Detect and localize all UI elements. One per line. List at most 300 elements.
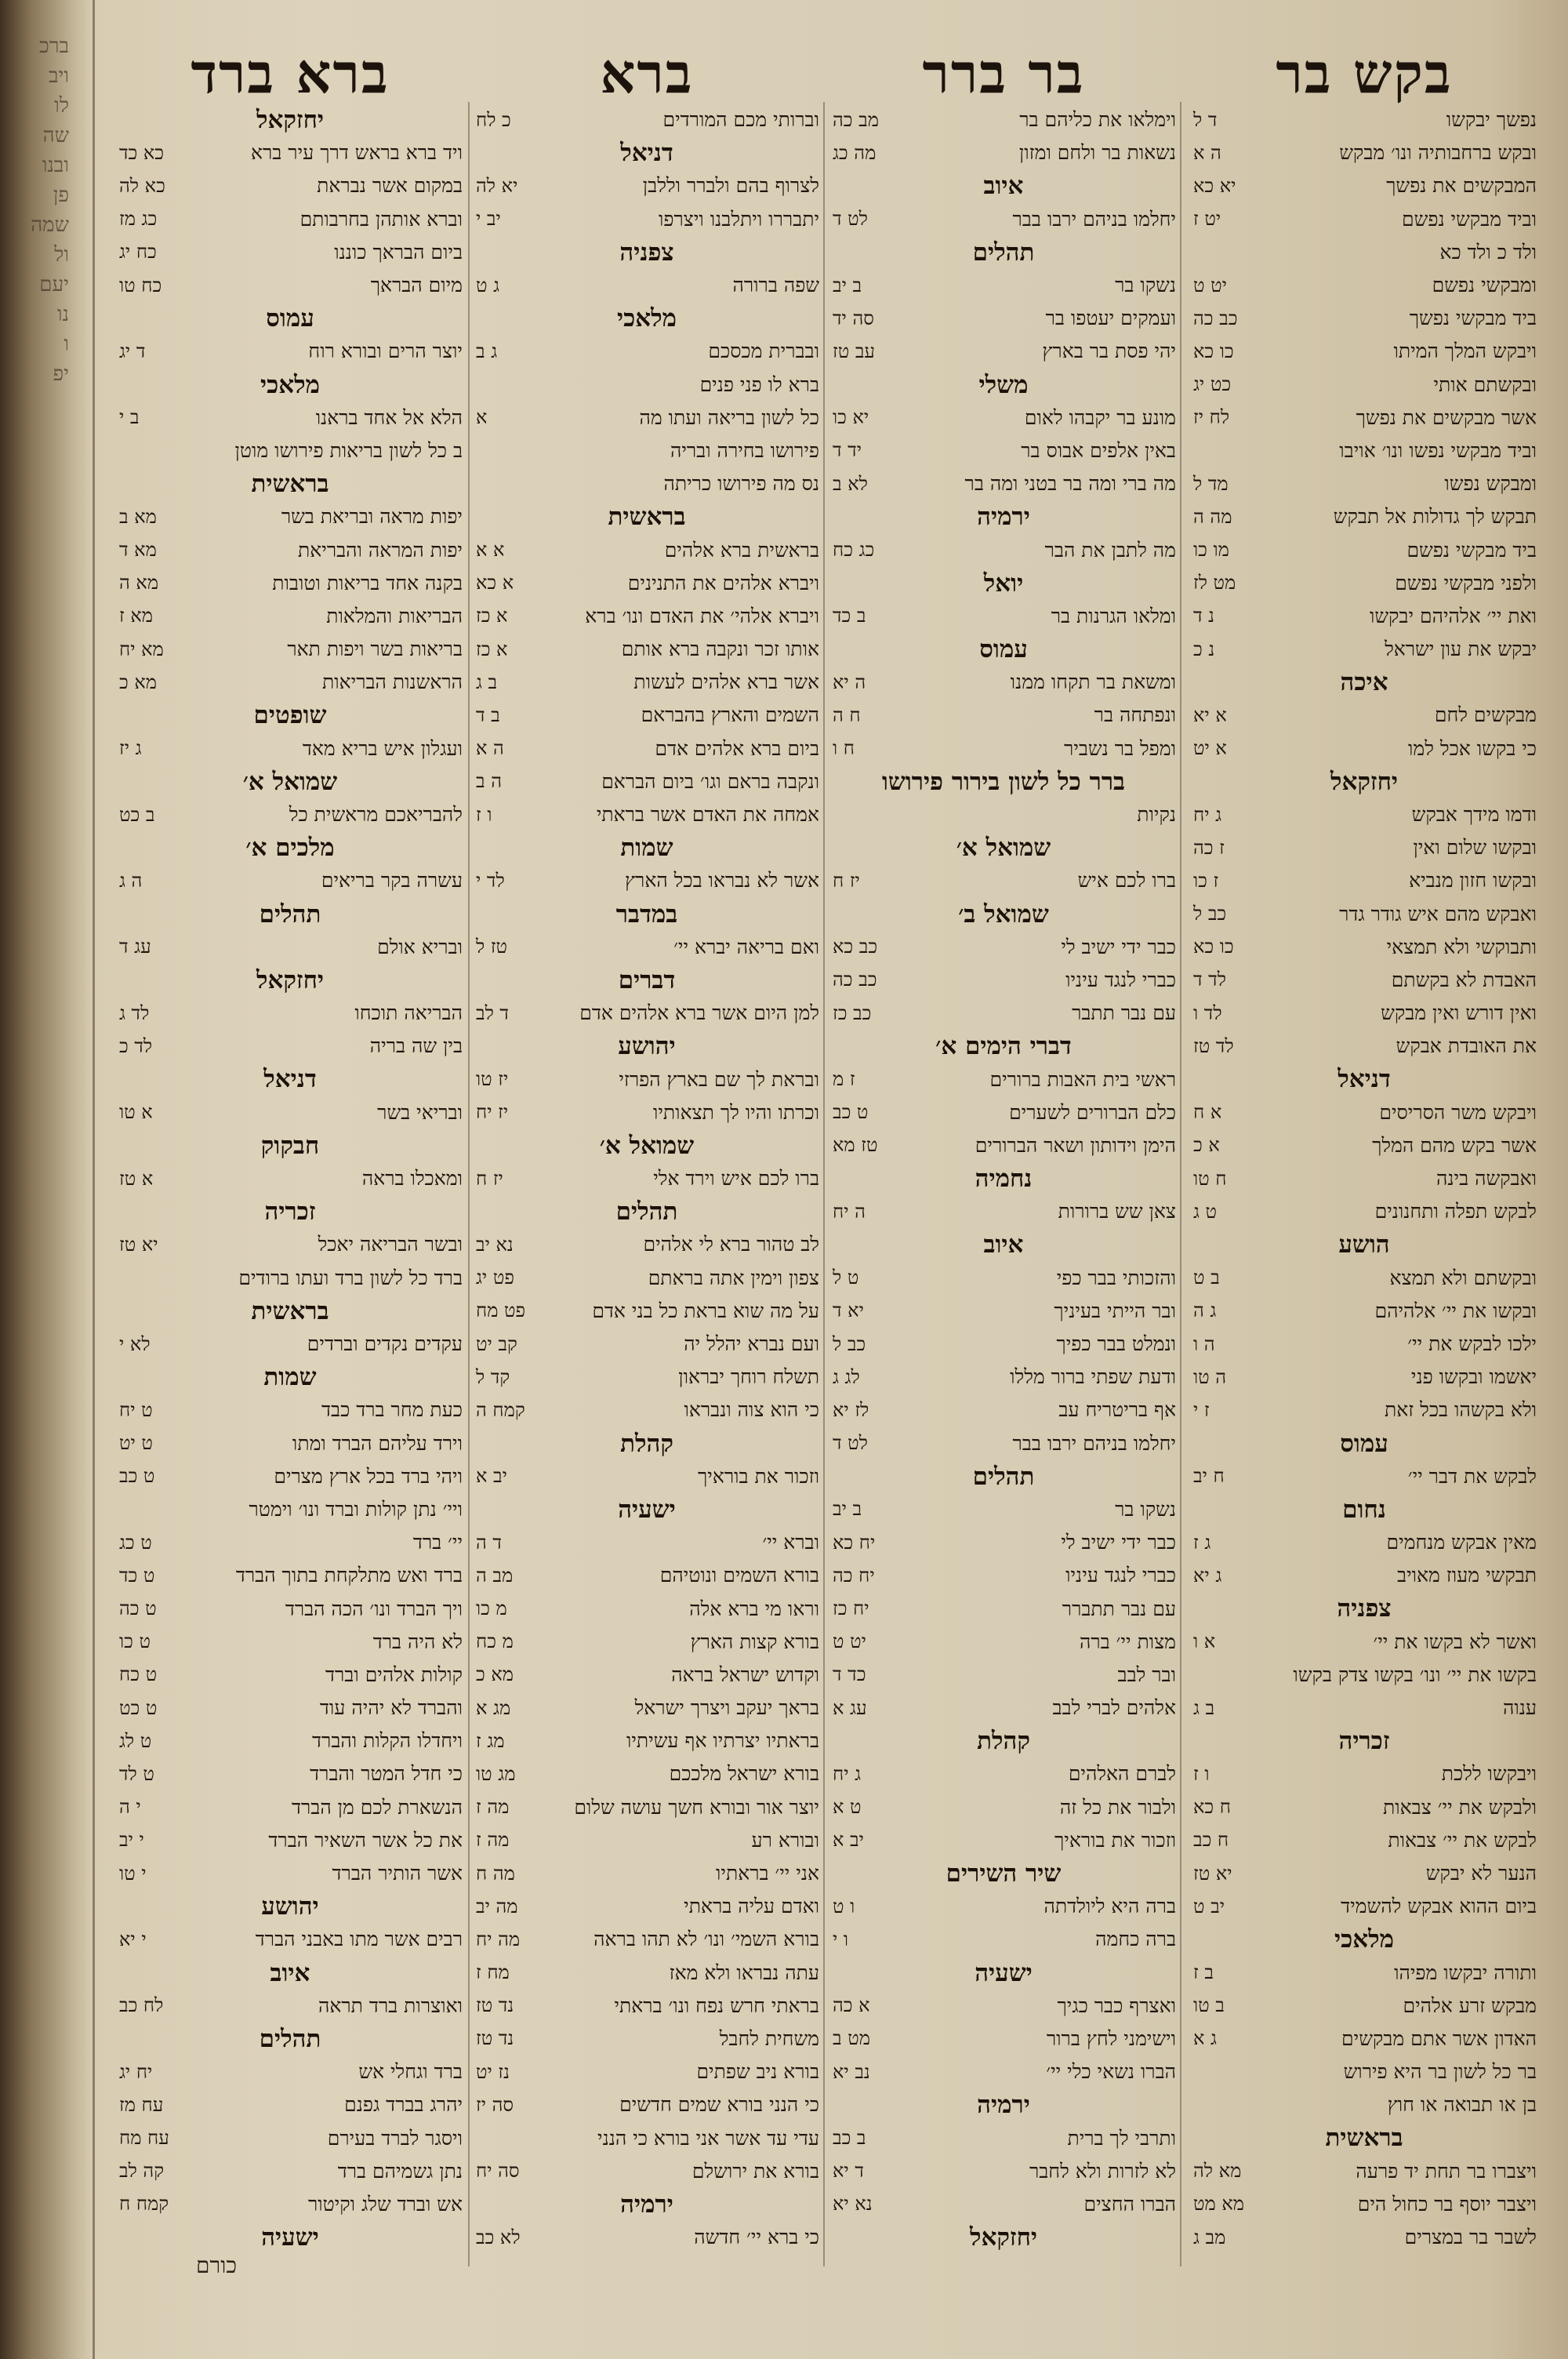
entry-text: ברד כל לשון ברד ועתו ברודים <box>238 1266 463 1289</box>
entry-reference: א <box>476 406 488 429</box>
entry-text: אש וברד שלג וקיטור <box>307 2192 463 2215</box>
entry-text: ולא בקשהו בכל זאת <box>1384 1398 1537 1422</box>
entry-text: ואין דורש ואין מבקש <box>1381 1001 1537 1025</box>
entry-text: ועגלון איש בריא מאד <box>302 736 463 760</box>
entry-reference: פט מח <box>476 1299 526 1322</box>
concordance-entry <box>474 1460 819 1493</box>
concordance-entry <box>831 1692 1176 1725</box>
entry-text: ביום ההוא אבקש להשמיד <box>1341 1895 1537 1918</box>
entry-text: לברם האלהים <box>1068 1762 1176 1786</box>
column-header: ברא <box>600 41 694 106</box>
concordance-entry <box>1192 1162 1537 1195</box>
entry-reference: ד יג <box>119 340 146 362</box>
entry-text: אני יי׳ בראתיו <box>716 1862 819 1885</box>
entry-text: ותבוקשי ולא תמצאי <box>1386 935 1537 958</box>
entry-reference: א טו <box>119 1101 153 1124</box>
concordance-entry <box>118 402 463 434</box>
entry-text: ותורה יבקשו מפיהו <box>1394 1961 1537 1984</box>
entry-text: בורא ישראל מלככם <box>669 1762 819 1786</box>
entry-text: ומלאו הגרנות בר <box>1051 604 1176 627</box>
entry-reference: מא לה <box>1193 2160 1242 2183</box>
entry-text: ואבקש מהם איש גודר גדר <box>1339 902 1537 925</box>
concordance-entry <box>118 567 463 600</box>
book-heading: עמוס <box>1340 1429 1388 1458</box>
column-3 <box>474 0 819 2359</box>
entry-reference: מ כח <box>476 1630 514 1653</box>
entry-reference: כח טו <box>119 274 162 296</box>
entry-reference: כ לח <box>476 108 511 131</box>
column-1 <box>1192 0 1537 2359</box>
entry-text: הראשנות הבריאות <box>322 671 463 694</box>
concordance-entry <box>118 2188 463 2221</box>
entry-text: ברה היא ליולדתה <box>1044 1895 1176 1918</box>
entry-text: נשאות בר ולחם ומזון <box>1018 141 1176 165</box>
entry-reference: ו י <box>833 1928 849 1950</box>
concordance-entry <box>118 1626 463 1659</box>
entry-text: למן היום אשר ברא אלהים אדם <box>579 1001 819 1025</box>
entry-text: כעת מחר ברד כבד <box>321 1398 463 1422</box>
entry-text: לא לזרות ולא לחבר <box>1029 2159 1176 2183</box>
entry-text: בראשית ברא אלהים <box>664 538 819 562</box>
entry-reference: ד לב <box>476 1001 509 1024</box>
entry-reference: נז יט <box>476 2060 510 2083</box>
concordance-entry <box>831 1757 1176 1790</box>
concordance-entry <box>831 104 1176 136</box>
entry-text: יוצר הרים ובורא רוח <box>308 340 463 363</box>
entry-text: השמים והארץ בהבראם <box>641 703 819 727</box>
entry-reference: ג ט <box>476 274 500 296</box>
entry-text: לבקש את דבר יי׳ <box>1407 1464 1537 1488</box>
concordance-entry <box>474 2221 819 2254</box>
concordance-entry <box>118 335 463 368</box>
entry-reference: יא ד <box>833 1299 864 1322</box>
entry-text: אף בריטריח עב <box>1058 1398 1176 1422</box>
entry-text: יפות המראה והבריאת <box>298 538 463 562</box>
entry-text: בראתיו יצרתיו אף עשיתיו <box>626 1729 819 1753</box>
concordance-entry <box>831 1063 1176 1096</box>
book-heading: שמואל א׳ <box>242 767 338 796</box>
entry-text: ובריא אולם <box>377 935 463 958</box>
book-heading: בראשית <box>251 470 329 499</box>
book-heading: עמוס <box>979 635 1028 663</box>
concordance-entry <box>831 1493 1176 1526</box>
entry-text: והזכותי בבר כפי <box>1056 1266 1176 1289</box>
concordance-entry <box>1192 269 1537 302</box>
concordance-entry <box>831 1824 1176 1857</box>
entry-text: אשר בקש מהם המלך <box>1372 1133 1537 1157</box>
entry-text: תבקשי מעוז מאויב <box>1397 1564 1537 1587</box>
entry-reference: ה ב <box>476 770 502 793</box>
entry-reference: כב ל <box>1193 903 1227 925</box>
concordance-entry <box>118 2055 463 2088</box>
entry-reference: פט יג <box>476 1267 514 1289</box>
concordance-entry <box>831 269 1176 302</box>
concordance-entry <box>474 169 819 202</box>
entry-reference: יב י <box>476 208 501 231</box>
concordance-entry <box>831 136 1176 169</box>
entry-reference: לד כ <box>119 1034 153 1057</box>
entry-text: וראו מי ברא אלה <box>689 1597 819 1620</box>
entry-reference: לד ו <box>1193 1001 1222 1024</box>
entry-reference: קה לב <box>119 2160 165 2183</box>
concordance-entry <box>474 1990 819 2023</box>
entry-text: ובקשו חזון מנביא <box>1409 869 1537 892</box>
entry-reference: מח ז <box>476 1961 510 1984</box>
entry-reference: מג א <box>476 1696 511 1719</box>
spine-fragment-text <box>6 31 69 389</box>
book-heading: חבקוק <box>260 1131 320 1160</box>
entry-text: וזכור את בוראיך <box>698 1464 819 1488</box>
column-2 <box>831 0 1176 2359</box>
entry-reference: א כז <box>476 638 508 660</box>
concordance-entry <box>474 1824 819 1857</box>
entry-text: את כל אשר השאיר הברד <box>268 1828 463 1852</box>
entry-text: ברה כחמה <box>1095 1928 1176 1951</box>
entry-text: ובקשתם ולא תמצא <box>1389 1266 1537 1289</box>
concordance-entry <box>474 1626 819 1659</box>
entry-text: להבריאכם מראשית כל <box>289 803 463 827</box>
book-heading: ירמיה <box>620 2190 673 2219</box>
entry-text: ואם בריאה יברא יי׳ <box>673 935 819 958</box>
column-divider <box>823 102 825 2266</box>
entry-text: הברו נשאי כלי יי׳ <box>1046 2060 1176 2084</box>
entry-reference: יט ז <box>1193 208 1221 231</box>
entry-reference: יח כה <box>833 1564 875 1587</box>
entry-text: נשקו בר <box>1115 274 1176 297</box>
concordance-entry <box>474 1791 819 1824</box>
entry-text: ולפני מבקשי נפשם <box>1395 571 1537 594</box>
book-heading: דניאל <box>1338 1065 1391 1094</box>
entry-reference: ג יא <box>1193 1564 1222 1587</box>
entry-reference: ב י <box>119 406 140 429</box>
entry-reference: ה ג <box>119 869 143 892</box>
entry-text: ונמלט בבר כפיך <box>1056 1332 1176 1356</box>
spine-word: ול <box>54 243 69 267</box>
entry-text: ואת יי׳ אלהיהם יבקשו <box>1369 604 1537 627</box>
entry-reference: ב ג <box>476 671 498 693</box>
concordance-entry <box>474 1096 819 1129</box>
entry-reference: י יא <box>119 1928 147 1950</box>
concordance-entry <box>118 666 463 699</box>
entry-text: ויסגר לברד בעירם <box>327 2126 463 2150</box>
concordance-entry <box>474 1295 819 1328</box>
entry-text: ויצברו בר תחת יד פרעה <box>1356 2159 1537 2183</box>
entry-text: הנשארת לכם מן הברד <box>291 1795 463 1819</box>
entry-text: ביום ברא אלהים אדם <box>655 736 819 760</box>
entry-reference: ב ג <box>1193 1696 1215 1719</box>
entry-text: ולבור את כל זה <box>1059 1795 1176 1819</box>
entry-text: כי הוא צוה ונבראו <box>684 1398 819 1422</box>
entry-reference: כא כד <box>119 141 165 164</box>
entry-reference: יט ט <box>1193 274 1227 296</box>
entry-text: ובקשתם אותי <box>1433 373 1537 396</box>
entry-reference: א כא <box>476 572 514 594</box>
entry-reference: יד ד <box>833 439 862 462</box>
concordance-entry <box>474 1262 819 1295</box>
entry-reference: ט כו <box>119 1630 151 1653</box>
concordance-entry <box>118 533 463 566</box>
entry-reference: יא כא <box>1193 174 1236 197</box>
concordance-entry <box>831 1592 1176 1625</box>
entry-reference: ז י <box>1193 1398 1210 1421</box>
concordance-entry <box>474 1692 819 1725</box>
entry-reference: ט ג <box>1193 1200 1218 1223</box>
column-entries <box>474 104 819 2254</box>
entry-text: אשר ברא אלהים לעשות <box>633 671 819 694</box>
entry-text: ויבקש משר הסריסים <box>1379 1100 1537 1124</box>
entry-reference: ט כח <box>119 1663 158 1686</box>
concordance-entry <box>474 864 819 897</box>
entry-text: אשר מבקשים את נפשך <box>1356 405 1537 429</box>
book-heading: איוב <box>983 172 1024 201</box>
entry-text: נקיות <box>1137 803 1176 827</box>
entry-reference: ב טו <box>1193 1994 1225 2017</box>
concordance-entry <box>831 964 1176 997</box>
concordance-entry <box>474 1923 819 1956</box>
entry-text: ובורא רע <box>751 1828 819 1852</box>
entry-text: יתבררו ויתלבנו ויצרפו <box>659 207 819 231</box>
concordance-entry <box>474 402 819 434</box>
concordance-entry <box>474 1361 819 1394</box>
entry-text: ובקשו שלום ואין <box>1413 836 1537 860</box>
concordance-entry <box>1192 1957 1537 1990</box>
column-header: בר ברר <box>922 41 1085 106</box>
entry-text: כלם הברורים לשערים <box>1009 1100 1176 1124</box>
entry-reference: ח טו <box>1193 1167 1227 1190</box>
entry-reference: ט לד <box>119 1762 154 1785</box>
entry-text: ביום הבראך כוננו <box>334 240 463 264</box>
entry-text: אמחה את האדם אשר בראתי <box>596 803 819 827</box>
concordance-entry <box>1192 1394 1537 1427</box>
concordance-entry <box>474 369 819 402</box>
book-heading: נחום <box>1342 1495 1386 1524</box>
entry-text: מונע בר יקבהו לאום <box>1024 405 1176 429</box>
entry-reference: כד ד <box>833 1663 866 1686</box>
entry-text: עתה נבראו ולא מאז <box>669 1961 819 1984</box>
entry-reference: ג ז <box>1193 1531 1211 1554</box>
entry-text: אלהים לברי לבב <box>1052 1696 1176 1720</box>
book-heading: שמות <box>620 834 673 863</box>
entry-reference: א כז <box>476 605 508 627</box>
entry-reference: יא כו <box>833 406 869 429</box>
concordance-entry <box>118 1394 463 1427</box>
spine-word: יפ <box>53 362 69 386</box>
entry-reference: קב יט <box>476 1332 517 1355</box>
entry-text: עם נבר תתברר <box>1062 1597 1176 1620</box>
entry-reference: ה טו <box>1193 1365 1227 1388</box>
concordance-entry <box>1192 136 1537 169</box>
entry-reference: לא כב <box>476 2226 521 2248</box>
book-heading: צפניה <box>619 238 674 267</box>
entry-reference: י יב <box>119 1829 144 1852</box>
concordance-entry <box>831 732 1176 765</box>
entry-reference: ח כא <box>1193 1796 1231 1819</box>
entry-text: לא היה ברד <box>372 1630 463 1653</box>
concordance-entry <box>1192 2055 1537 2088</box>
entry-text: האדון אשר אתם מבקשים <box>1341 2026 1537 2050</box>
book-heading: ירמיה <box>977 2091 1030 2120</box>
concordance-entry <box>831 402 1176 434</box>
entry-text: מבקש זרע אלהים <box>1403 1994 1537 2017</box>
concordance-entry <box>831 1361 1176 1394</box>
entry-reference: א א <box>476 539 505 562</box>
entry-text: במקום אשר נבראת <box>317 174 463 198</box>
entry-text: והברד לא יהיה עוד <box>319 1696 463 1720</box>
concordance-entry <box>1192 567 1537 600</box>
entry-reference: כח יג <box>119 241 157 264</box>
concordance-entry <box>474 1328 819 1361</box>
entry-reference: סה יח <box>476 2160 520 2183</box>
entry-text: ומאכלו בראה <box>361 1167 463 1190</box>
entry-reference: טז ל <box>476 936 508 958</box>
entry-reference: סה יז <box>476 2093 514 2116</box>
entry-reference: כו כא <box>1193 936 1234 958</box>
concordance-entry <box>474 269 819 302</box>
entry-text: כל לשון בריאה ועתו מה <box>639 405 819 429</box>
entry-text: ביד מבקשי נפשך <box>1409 307 1537 330</box>
entry-reference: מט לז <box>1193 572 1236 594</box>
concordance-entry <box>474 1559 819 1592</box>
entry-reference: מא ד <box>119 539 157 562</box>
concordance-entry <box>1192 2221 1537 2254</box>
entry-reference: כג מז <box>119 208 158 231</box>
concordance-entry <box>1192 1990 1537 2023</box>
entry-reference: נ ד <box>1193 605 1214 627</box>
entry-text: פירושו בחירה ובריה <box>670 438 819 462</box>
book-heading: הושע <box>1338 1230 1390 1259</box>
book-heading: איוב <box>270 1958 310 1987</box>
concordance-entry <box>118 1526 463 1559</box>
column-entries <box>1192 104 1537 2254</box>
entry-text: אשר לא נבראו בכל הארץ <box>625 869 819 892</box>
concordance-entry <box>474 732 819 765</box>
concordance-entry <box>831 434 1176 467</box>
book-heading: בראשית <box>608 503 686 532</box>
concordance-entry <box>1192 1129 1537 1162</box>
entry-reference: ג יח <box>833 1762 862 1785</box>
entry-text: מצות יי׳ ברה <box>1079 1630 1176 1653</box>
concordance-entry <box>831 1526 1176 1559</box>
entry-text: וימלאו את כליהם בר <box>1019 108 1176 132</box>
entry-reference: לז יא <box>833 1398 869 1421</box>
entry-reference: לט ד <box>833 208 868 231</box>
entry-reference: מה ז <box>476 1796 510 1819</box>
concordance-entry <box>1192 203 1537 236</box>
concordance-entry <box>118 1328 463 1361</box>
entry-text: ובר לבב <box>1117 1663 1176 1686</box>
concordance-entry <box>118 1923 463 1956</box>
concordance-entry <box>831 467 1176 500</box>
entry-text: את האובדת אבקש <box>1396 1034 1537 1058</box>
entry-text: מאין אבקש מנחמים <box>1386 1531 1537 1554</box>
entry-text: ויבקשו ללכת <box>1441 1762 1537 1786</box>
concordance-entry <box>474 931 819 964</box>
entry-text: רבים אשר מתו באבני הברד <box>255 1928 463 1951</box>
concordance-entry <box>118 2155 463 2188</box>
concordance-entry <box>118 1427 463 1460</box>
concordance-entry <box>118 997 463 1030</box>
entry-reference: ח ה <box>833 703 861 726</box>
concordance-entry <box>1192 964 1537 997</box>
entry-reference: ה יא <box>833 671 866 693</box>
entry-text: יי׳ ברד <box>412 1531 463 1554</box>
book-heading: צפניה <box>1337 1594 1392 1623</box>
entry-reference: ה ו <box>1193 1332 1215 1355</box>
entry-reference: ח כב <box>1193 1829 1229 1852</box>
entry-text: ונקבה בראם וגו׳ ביום הבראם <box>601 769 819 793</box>
concordance-entry <box>118 236 463 269</box>
concordance-entry <box>118 1824 463 1857</box>
entry-reference: מט ב <box>833 2027 870 2050</box>
concordance-entry <box>1192 633 1537 666</box>
entry-reference: ח ו <box>833 737 855 760</box>
entry-reference: מב כה <box>833 108 879 131</box>
concordance-entry <box>831 1559 1176 1592</box>
concordance-entry <box>118 633 463 666</box>
entry-text: בקנה אחד בריאות וטובות <box>272 571 463 594</box>
book-heading: זכריה <box>1338 1727 1390 1756</box>
entry-text: לבקש תפלה ותחנונים <box>1374 1200 1537 1223</box>
entry-text: הנער לא יבקש <box>1425 1862 1537 1885</box>
entry-reference: לד טז <box>1193 1034 1234 1057</box>
entry-reference: ד ל <box>1193 108 1218 131</box>
entry-reference: עח מז <box>119 2093 164 2116</box>
entry-reference: לד י <box>476 869 505 892</box>
entry-reference: נ כ <box>1193 638 1215 660</box>
book-heading: שמות <box>263 1363 317 1392</box>
book-heading: תהלים <box>259 900 321 929</box>
entry-reference: ט כד <box>119 1564 155 1587</box>
entry-text: יבקש את עון ישראל <box>1385 638 1537 661</box>
concordance-entry <box>118 600 463 633</box>
entry-text: לשבר בר במצרים <box>1404 2226 1537 2249</box>
concordance-entry <box>118 1757 463 1790</box>
entry-text: לבקש את יי׳ צבאות <box>1388 1828 1537 1852</box>
concordance-entry <box>831 1129 1176 1162</box>
entry-text: וכרתו והיו לך תצאותיו <box>652 1100 819 1124</box>
concordance-entry <box>118 169 463 202</box>
entry-text: בקשו את יי׳ ונו׳ בקשו צדק בקשו <box>1293 1663 1537 1686</box>
concordance-entry <box>831 2023 1176 2055</box>
concordance-entry <box>1192 2088 1537 2121</box>
entry-reference: י ה <box>119 1796 141 1819</box>
book-heading: בראשית <box>1325 2124 1403 2153</box>
entry-reference: ב ז <box>1193 1961 1214 1984</box>
concordance-entry <box>1192 1328 1537 1361</box>
entry-reference: מא ה <box>119 572 159 594</box>
entry-reference: לג ג <box>833 1365 860 1388</box>
entry-reference: מה ח <box>476 1862 515 1885</box>
entry-reference: יח כז <box>833 1598 869 1620</box>
concordance-entry <box>1192 1526 1537 1559</box>
entry-text: ואדם עליה בראתי <box>684 1895 819 1918</box>
concordance-entry <box>1192 1460 1537 1493</box>
concordance-entry <box>831 2055 1176 2088</box>
entry-reference: סה יד <box>833 307 874 329</box>
concordance-entry <box>474 633 819 666</box>
entry-text: האבדת לא בקשתם <box>1391 968 1537 991</box>
concordance-entry <box>1192 1890 1537 1923</box>
entry-text: ויחדלו הקלות והברד <box>312 1729 463 1753</box>
entry-reference: עג ד <box>119 936 151 958</box>
entry-reference: נד טז <box>476 2027 514 2050</box>
column-divider <box>468 102 470 2266</box>
book-heading: ישעיה <box>618 1495 676 1524</box>
entry-text: יהי פסת בר בארץ <box>1042 340 1176 363</box>
concordance-entry <box>831 1295 1176 1328</box>
concordance-entry <box>474 533 819 566</box>
entry-reference: לט ד <box>833 1432 868 1455</box>
